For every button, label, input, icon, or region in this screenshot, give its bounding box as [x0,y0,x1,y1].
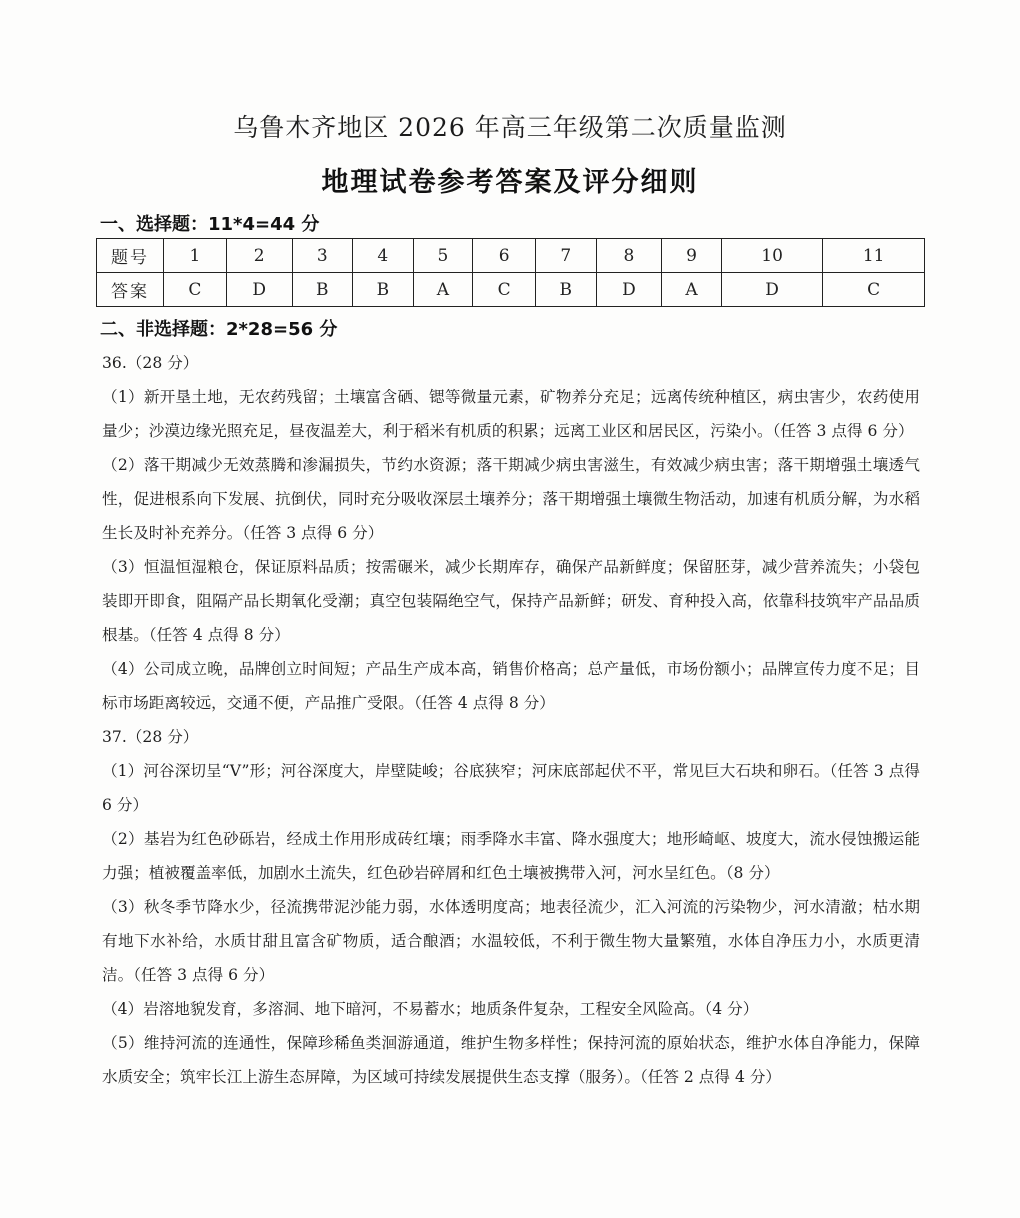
q37-answer-2: （2）基岩为红色砂砾岩，经成土作用形成砖红壤；雨季降水丰富、降水强度大；地形崎岖、坡度大，流水侵蚀搬运能力强；植被覆盖率低，加剧水土流失，红色砂岩碎屑和红色土壤被携带入河，河水呈红色。（8 分） [102,830,920,882]
question-number: 10 [721,239,823,273]
question-number: 8 [596,239,662,273]
answer-cell: B [536,273,597,307]
question-number: 5 [413,239,473,273]
answer-body [102,346,920,1094]
q36-answer-2: （2）落干期减少无效蒸腾和渗漏损失，节约水资源；落干期减少病虫害滋生，有效减少病虫害；落干期增强土壤透气性，促进根系向下发展、抗倒伏，同时充分吸收深层土壤养分；落干期增强土壤微生物活动，加速有机质分解，为水稻生长及时补充养分。（任答 3 点得 6 分） [102,456,920,542]
question-number: 1 [164,239,227,273]
document-subtitle: 地理试卷参考答案及评分细则 [321,167,699,198]
answer-cell: A [662,273,722,307]
q37-answer-5: （5）维持河流的连通性，保障珍稀鱼类洄游通道，维护生物多样性；保持河流的原始状态，维护水体自净能力，保障水质安全；筑牢长江上游生态屏障，为区域可持续发展提供生态支撑（服务）。（任答 2 点得 4 分） [102,1034,920,1086]
q36-answer-4: （4）公司成立晚，品牌创立时间短；产品生产成本高，销售价格高；总产量低，市场份额小；品牌宣传力度不足；目标市场距离较远，交通不便，产品推广受限。（任答 4 点得 8 分） [102,660,920,712]
section-1-heading: 一、选择题：11*4=44 分 [100,214,320,235]
answer-cell: D [721,273,823,307]
answer-table [96,238,925,307]
question-number: 3 [292,239,353,273]
q37-answer-3: （3）秋冬季节降水少，径流携带泥沙能力弱，水体透明度高；地表径流少，汇入河流的污染物少，河水清澈；枯水期有地下水补给，水质甘甜且富含矿物质，适合酿酒；水温较低，不利于微生物大量繁殖，水体自净压力小，水质更清洁。（任答 3 点得 6 分） [102,898,920,984]
question-number: 4 [353,239,414,273]
question-number: 11 [823,239,925,273]
section-2-heading: 二、非选择题：2*28=56 分 [100,319,338,340]
answer-cell: D [596,273,662,307]
answer-cell: B [292,273,353,307]
question-number: 2 [226,239,292,273]
question-36-heading: 36.（28 分） [102,354,199,372]
question-number: 6 [473,239,536,273]
q36-answer-3: （3）恒温恒湿粮仓，保证原料品质；按需碾米，减少长期库存，确保产品新鲜度；保留胚芽，减少营养流失；小袋包装即开即食，阻隔产品长期氧化受潮；真空包装隔绝空气，保持产品新鲜；研发、育种投入高，依靠科技筑牢产品品质根基。（任答 4 点得 8 分） [102,558,920,644]
question-number: 7 [536,239,597,273]
answer-cell: A [413,273,473,307]
q37-answer-1: （1）河谷深切呈“V”形；河谷深度大，岸壁陡峻；谷底狭窄；河床底部起伏不平，常见巨大石块和卵石。（任答 3 点得 6 分） [102,762,920,814]
row-label-number: 题号 [97,239,164,273]
row-label-answer: 答案 [97,273,164,307]
q36-answer-1: （1）新开垦土地，无农药残留；土壤富含硒、锶等微量元素，矿物养分充足；远离传统种植区，病虫害少，农药使用量少；沙漠边缘光照充足，昼夜温差大，利于稻米有机质的积累；远离工业区和居民区，污染小。（任答 3 点得 6 分） [102,388,920,440]
document-title: 乌鲁木齐地区 2026 年高三年级第二次质量监测 [233,113,787,142]
answer-cell: D [226,273,292,307]
answer-table-number-row [97,239,925,273]
q37-answer-4: （4）岩溶地貌发育，多溶洞、地下暗河，不易蓄水；地质条件复杂，工程安全风险高。（4 分） [102,1000,759,1018]
question-37-heading: 37.（28 分） [102,728,199,746]
answer-cell: B [353,273,414,307]
answer-cell: C [473,273,536,307]
answer-cell: C [164,273,227,307]
answer-cell: C [823,273,925,307]
answer-table-answer-row [97,273,925,307]
question-number: 9 [662,239,722,273]
